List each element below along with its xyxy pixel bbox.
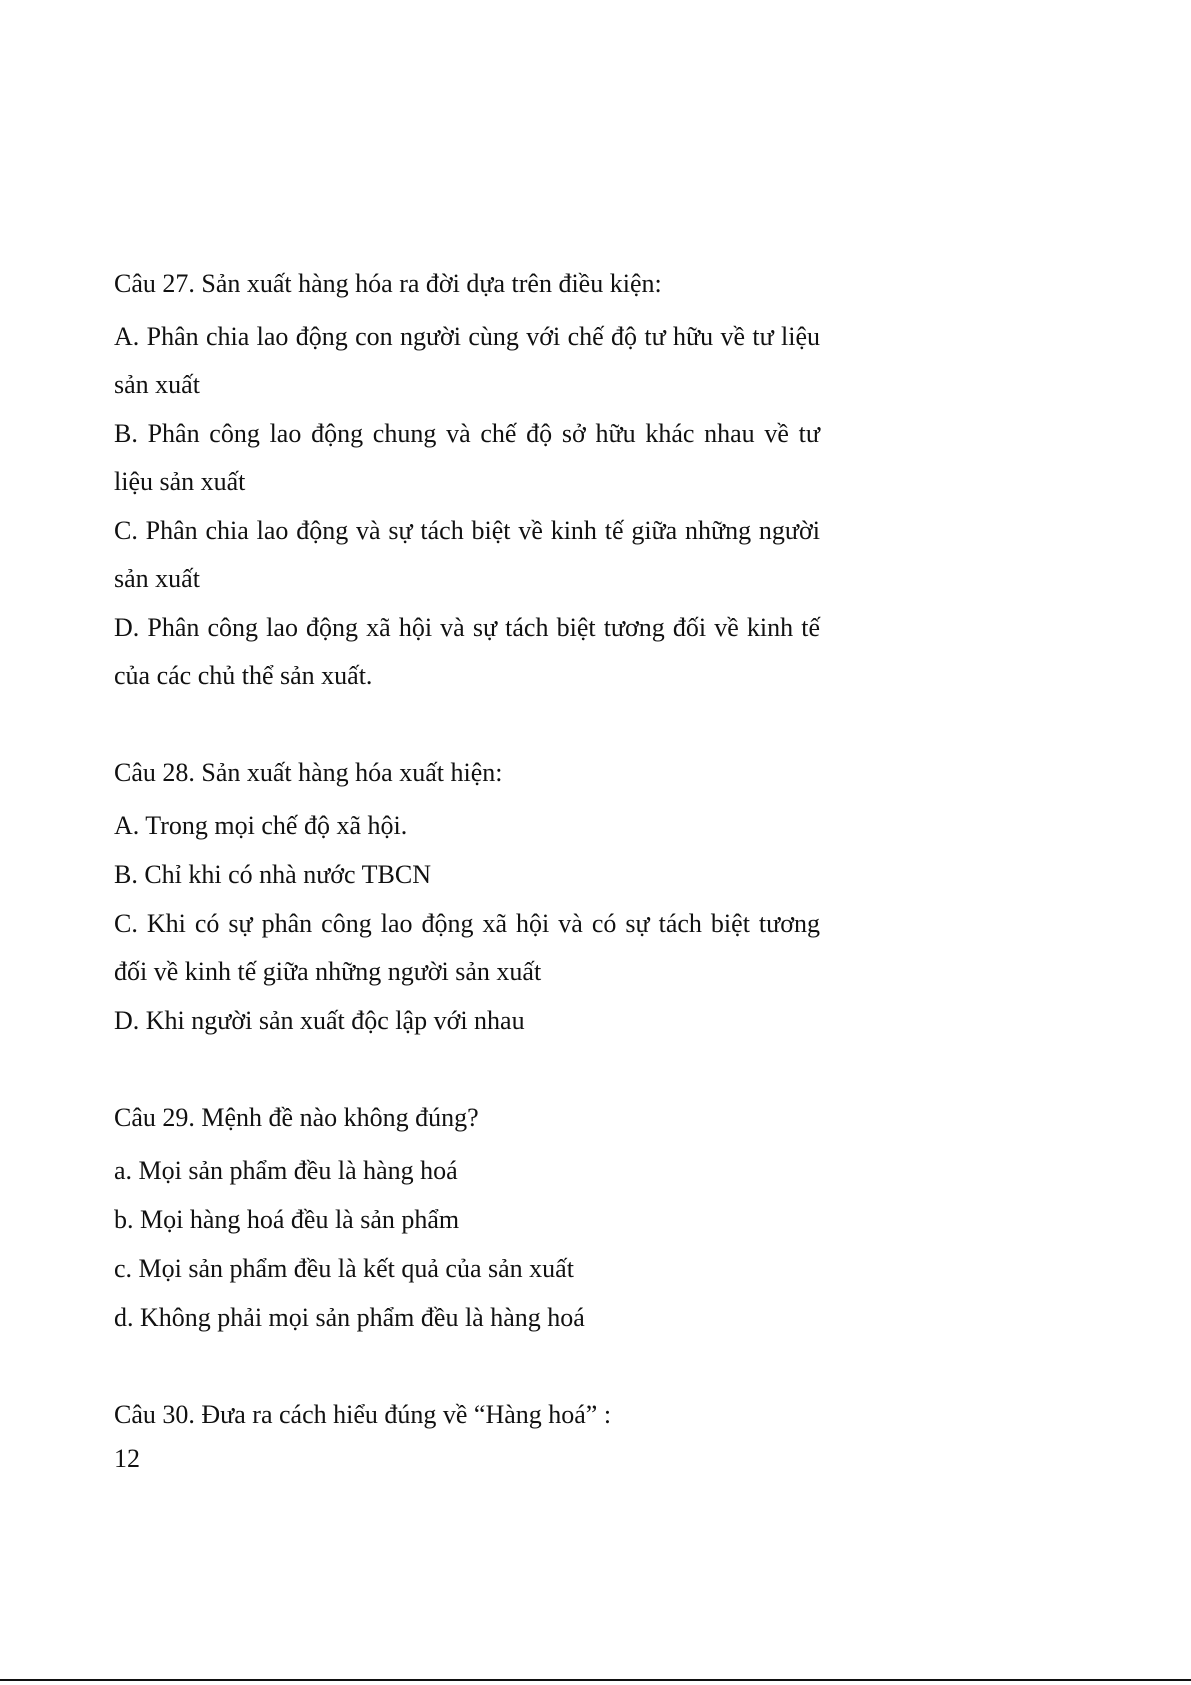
option-c: C. Phân chia lao động và sự tách biệt về kinh tế giữa những người sản xuất xyxy=(114,516,820,593)
option-a: a. Mọi sản phẩm đều là hàng hoá xyxy=(114,1156,458,1185)
page-content xyxy=(114,260,820,1444)
option-d: D. Khi người sản xuất độc lập với nhau xyxy=(114,1006,525,1035)
spacer xyxy=(114,700,820,749)
option-c: c. Mọi sản phẩm đều là kết quả của sản xuất xyxy=(114,1254,574,1283)
question-27 xyxy=(114,260,820,700)
question-28 xyxy=(114,749,820,1045)
spacer xyxy=(114,1342,820,1391)
question-title: Câu 27. Sản xuất hàng hóa ra đời dựa trên điều kiện: xyxy=(114,269,662,298)
option-b: B. Chỉ khi có nhà nước TBCN xyxy=(114,860,431,889)
question-title: Câu 30. Đưa ra cách hiểu đúng về “Hàng hoá” : xyxy=(114,1400,612,1429)
page-number: 12 xyxy=(114,1444,140,1473)
option-d: d. Không phải mọi sản phẩm đều là hàng hoá xyxy=(114,1303,585,1332)
question-title: Câu 29. Mệnh đề nào không đúng? xyxy=(114,1103,479,1132)
option-b: B. Phân công lao động chung và chế độ sở hữu khác nhau về tư liệu sản xuất xyxy=(114,419,820,496)
option-a: A. Phân chia lao động con người cùng với chế độ tư hữu về tư liệu sản xuất xyxy=(114,322,820,399)
question-29 xyxy=(114,1094,820,1342)
option-c: C. Khi có sự phân công lao động xã hội và có sự tách biệt tương đối về kinh tế giữa những người sản xuất xyxy=(114,909,820,986)
option-d: D. Phân công lao động xã hội và sự tách biệt tương đối về kinh tế của các chủ thể sản xuất. xyxy=(114,613,820,690)
option-a: A. Trong mọi chế độ xã hội. xyxy=(114,811,408,840)
question-30 xyxy=(114,1391,820,1439)
bottom-divider xyxy=(0,1679,1191,1681)
question-title: Câu 28. Sản xuất hàng hóa xuất hiện: xyxy=(114,758,503,787)
option-b: b. Mọi hàng hoá đều là sản phẩm xyxy=(114,1205,460,1234)
spacer xyxy=(114,1045,820,1094)
